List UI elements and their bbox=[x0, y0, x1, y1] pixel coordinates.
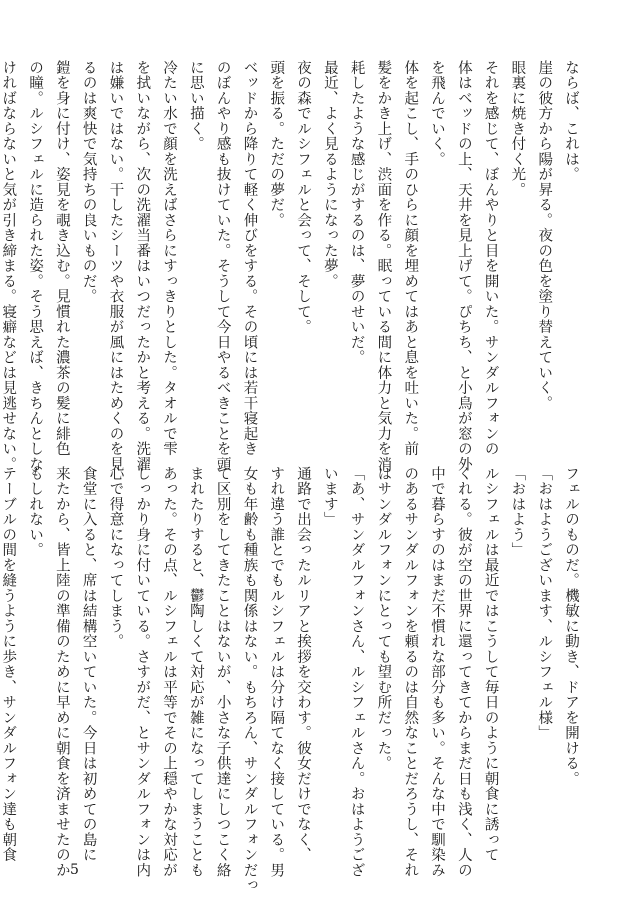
text-line: 冷たい水で顔を洗えばさらにすっきりとした。タオルで雫 bbox=[161, 60, 178, 457]
text-line: 髪をかき上げ、渋面を作る。眠っている間に体力と気力を消 bbox=[375, 60, 392, 472]
text-line: すれ違う誰とでもルシフェルは分け隔てなく接している。男 bbox=[268, 466, 285, 878]
text-line: 「おはようございます、ルシフェル様」 bbox=[536, 466, 553, 741]
text-line: を飛んでいく。 bbox=[429, 60, 446, 167]
text-line: 夜の森でルシフェルと会って、そして。 bbox=[295, 60, 312, 335]
text-line: もしれない。 bbox=[27, 466, 44, 558]
text-line: はサンダルフォンにとっても望む所だった。 bbox=[375, 466, 392, 771]
text-line: 崖の彼方から陽が昇る。夜の色を塗り替えていく。 bbox=[536, 60, 553, 411]
upper-text-block bbox=[0, 60, 584, 472]
text-line: 「おはよう」 bbox=[509, 466, 526, 558]
text-line: 女も年齢も種族も関係はない。もちろん、サンダルフォンだっ bbox=[241, 466, 258, 893]
text-line: 耗したような感じがするのは、夢のせいだ。 bbox=[348, 60, 365, 365]
text-line: のあるサンダルフォンを頼るのは自然なことだろうし、それ bbox=[402, 466, 419, 878]
text-line: 鎧を身に付け、姿見を覗き込む。見慣れた濃茶の髪に緋色 bbox=[53, 60, 70, 457]
lower-text-block bbox=[0, 466, 584, 893]
text-line: 最近、よく見るようになった夢。 bbox=[321, 60, 338, 289]
text-line: 食堂に入ると、席は結構空いていた。今日は初めての島に bbox=[80, 466, 97, 863]
text-line: 心で得意になってしまう。 bbox=[107, 466, 124, 649]
text-line: まれたりすると、鬱陶しくて対応が雑になってしまうことも bbox=[187, 466, 204, 878]
text-line: 通路で出会ったルリアと挨拶を交わす。彼女だけでなく、 bbox=[295, 466, 312, 863]
text-line: 「あ、サンダルフォンさん、ルシフェルさん。おはようござ bbox=[348, 466, 365, 878]
text-line: テーブルの間を縫うように歩き、サンダルフォン達も朝食 bbox=[0, 466, 17, 863]
text-line: 体はベッドの上、天井を見上げて。ぴちち、と小鳥が窓の外 bbox=[455, 60, 472, 472]
text-line: 眼裏に焼き付く光。 bbox=[509, 60, 526, 198]
text-line: のぼんやり感も抜けていた。そうして今日やるべきことを頭 bbox=[214, 60, 231, 472]
text-line: るのは爽快で気持ちの良いものだ。 bbox=[80, 60, 97, 304]
text-line: に思い描く。 bbox=[187, 60, 204, 152]
text-line: ならば、これは。 bbox=[563, 60, 579, 182]
text-line: ければならないと気が引き締まる。寝癖などは見逃せない。 bbox=[0, 60, 17, 472]
text-line: て区別をしてきたことはないが、小さな子供達にしつこく絡 bbox=[214, 466, 231, 878]
text-line: は嫌いではない。干したシーツや衣服が風にはためくのを見 bbox=[107, 60, 124, 472]
text-line: います」 bbox=[321, 466, 338, 527]
text-line: ベッドから降りて軽く伸びをする。その頃には若干寝起き bbox=[241, 60, 258, 457]
text-line: 体を起こし、手のひらに顔を埋めてはあと息を吐いた。前 bbox=[402, 60, 419, 457]
page-number: 5 bbox=[70, 862, 79, 878]
text-line: 頭を振る。ただの夢だ。 bbox=[268, 60, 285, 228]
text-line: 来たから、皆上陸の準備のために早めに朝食を済ませたのか bbox=[53, 466, 70, 878]
text-line: しっかり身に付いている。さすがだ、とサンダルフォンは内 bbox=[134, 466, 151, 878]
text-line: それを感じて、ぼんやりと目を開いた。サンダルフォンの bbox=[482, 60, 499, 457]
text-line: ルシフェルは最近ではこうして毎日のように朝食に誘って bbox=[482, 466, 499, 863]
text-line: 中で暮らすのはまだ不慣れな部分も多い。そんな中で馴染み bbox=[429, 466, 446, 878]
text-line: を拭いながら、次の洗濯当番はいつだったかと考える。洗濯 bbox=[134, 60, 151, 472]
text-line: くれる。彼が空の世界に還ってきてからまだ日も浅く、人の bbox=[455, 466, 472, 878]
text-line: あった。その点、ルシフェルは平等でその上穏やかな対応が bbox=[161, 466, 178, 878]
text-line: フェルのものだ。機敏に動き、ドアを開ける。 bbox=[563, 466, 579, 787]
text-line: の瞳。ルシフェルに造られた姿。そう思えば、きちんとしな bbox=[27, 60, 44, 472]
